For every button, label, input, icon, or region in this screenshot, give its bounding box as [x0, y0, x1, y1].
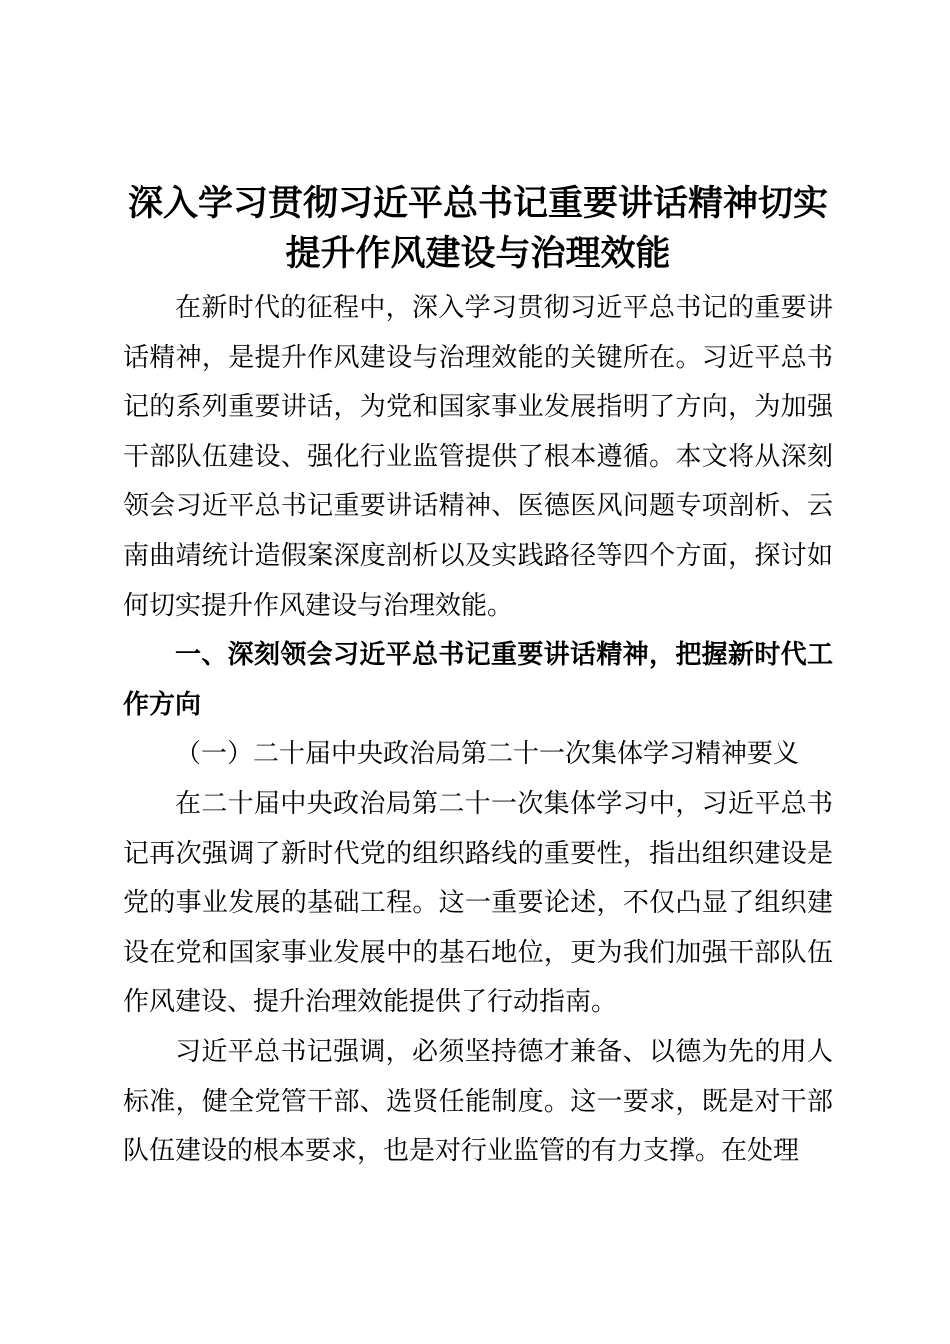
- section-heading-1: 一、深刻领会习近平总书记重要讲话精神，把握新时代工作方向: [123, 639, 833, 719]
- body-paragraph: 在二十届中央政治局第二十一次集体学习中，习近平总书记再次强调了新时代党的组织路线的重要性，指出组织建设是党的事业发展的基础工程。这一重要论述，不仅凸显了组织建设在党和国家事业发展中的基石地位，更为我们加强干部队伍作风建设、提升治理效能提供了行动指南。: [123, 787, 833, 1017]
- body-paragraph-truncated: 习近平总书记强调，必须坚持德才兼备、以德为先的用人标准，健全党管干部、选贤任能制度。这一要求，既是对干部队伍建设的根本要求，也是对行业监管的有力支撑。在处理: [123, 1035, 833, 1166]
- document-title: 深入学习贯彻习近平总书记重要讲话精神切实提升作风建设与治理效能: [127, 184, 828, 273]
- subsection-heading-1-1: （一）二十届中央政治局第二十一次集体学习精神要义: [175, 738, 800, 769]
- intro-paragraph: 在新时代的征程中，深入学习贯彻习近平总书记的重要讲话精神，是提升作风建设与治理效能的关键所在。习近平总书记的系列重要讲话，为党和国家事业发展指明了方向，为加强干部队伍建设、强化行业监管提供了根本遵循。本文将从深刻领会习近平总书记重要讲话精神、医德医风问题专项剖析、云南曲靖统计造假案深度剖析以及实践路径等四个方面，探讨如何切实提升作风建设与治理效能。: [123, 292, 833, 620]
